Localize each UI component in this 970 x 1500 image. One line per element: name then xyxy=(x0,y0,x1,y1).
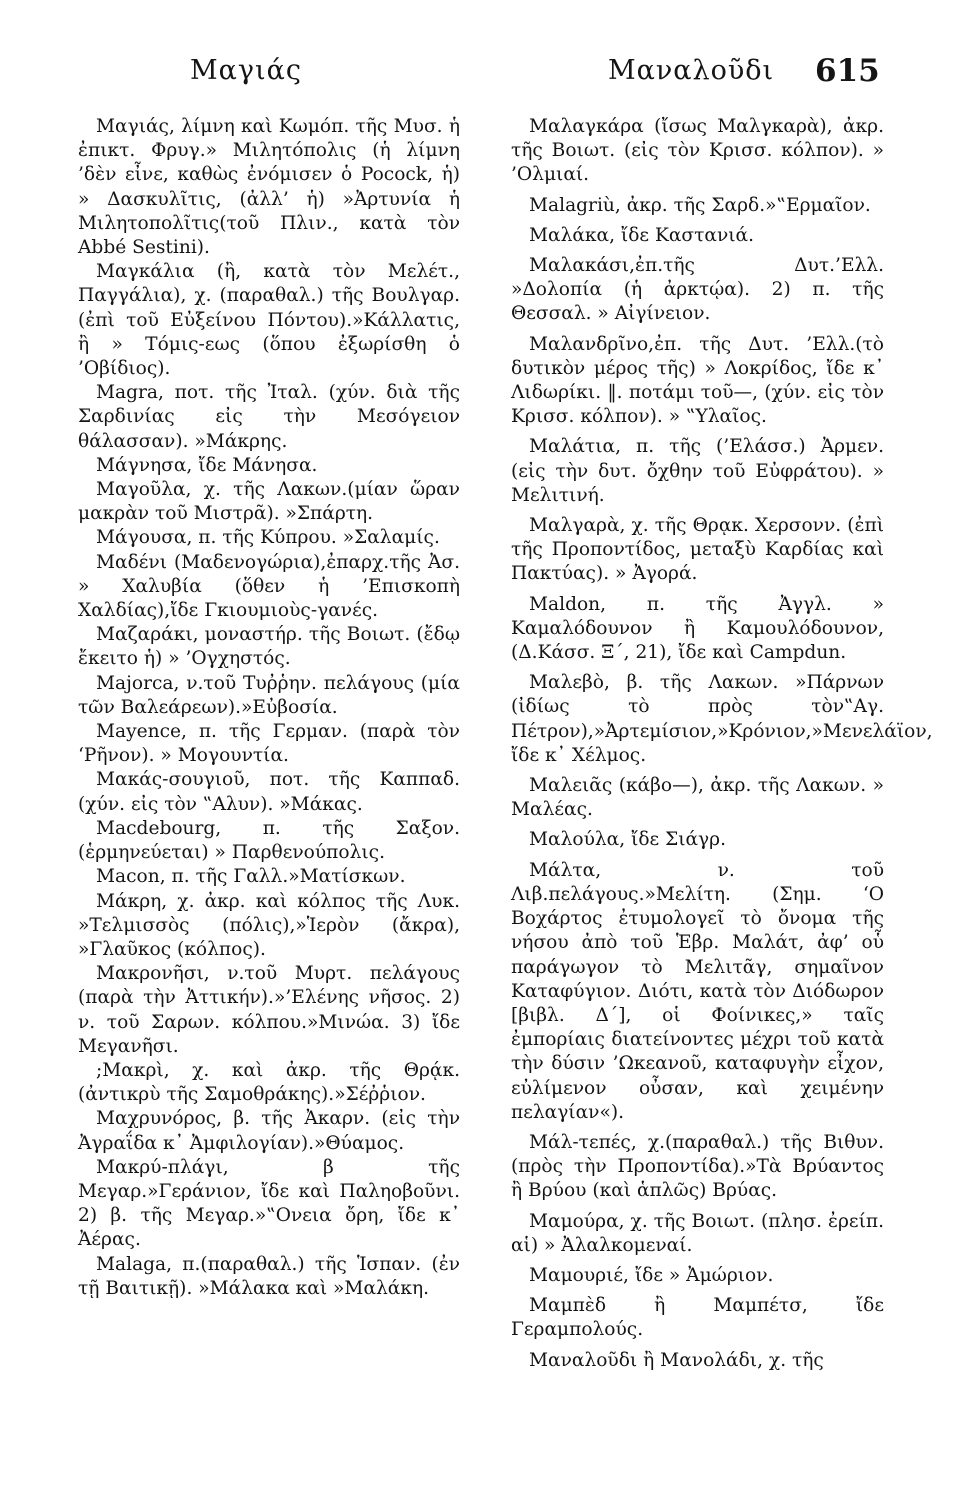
left-column xyxy=(78,115,460,1301)
entry: Μαλάκα, ἴδε Καστανιά. xyxy=(529,224,755,246)
entry: Malagriù, ἀκρ. τῆς Σαρδ.»‟Ερμαῖον. xyxy=(529,194,871,216)
entry: Μαμουριέ, ἴδε » Ἀμώριον. xyxy=(529,1264,774,1286)
entry: Macon, π. τῆς Γαλλ.»Ματίσκων. xyxy=(96,866,406,888)
entry: Μαγκάλια (ἢ, κατὰ τὸν Μελέτ., Παγγάλια), χ. (παραθαλ.) τῆς Βουλγαρ.(ἐπὶ τοῦ Εὐξείνου Πόντου).»Κάλλατις, ἢ » Τόμις-εως (ὅπου ἐξωρίσθη ὁ ’Οβίδιος). xyxy=(78,261,460,380)
entry: Μαχρυνόρος, β. τῆς Ἀκαρν. (εἰς τὴν Ἀγραΐδα κ᾽ Ἀμφιλογίαν).»Θύαμος. xyxy=(78,1108,460,1154)
entry: Μαδένι (Μαδενογώρια),ἐπαρχ.τῆς Ἀσ. » Χαλυβία (ὅθεν ἡ ’Επισκοπὴ Χαλδίας),ἴδε Γκιουμιοὺς-γανές. xyxy=(78,551,460,622)
entry: Μαλειᾶς (κάβο—), ἀκρ. τῆς Λακων. » Μαλέας. xyxy=(511,775,884,821)
entry: Μαλούλα, ἴδε Σιάγρ. xyxy=(529,829,727,851)
page-header xyxy=(60,55,880,95)
entry: Μαλάτια, π. τῆς (’Ελάσσ.) Ἀρμεν. (εἰς τὴν δυτ. ὄχθην τοῦ Εὐφράτου). » Μελιτινή. xyxy=(511,436,884,506)
entry: Mayence, π. τῆς Γερμαν. (παρὰ τὸν ‘Ρῆνον). » Μογουντία. xyxy=(78,721,460,767)
entry: Μαμπὲδ ἢ Μαμπέτσ, ἴδε Γεραμπολούς. xyxy=(511,1295,884,1341)
entry: ;Μακρὶ, χ. καὶ ἀκρ. τῆς Θρᾴκ. (ἀντικρὺ τῆς Σαμοθράκης).»Σέῤῥιον. xyxy=(78,1059,460,1106)
header-left-guide-word: Μαγιάς xyxy=(190,55,302,86)
entry: Μαγιάς, λίμνη καὶ Κωμόπ. τῆς Μυσ. ἡ ἐπικτ. Φρυγ.» Μιλητόπολις (ἡ λίμνη ’δὲν εἶνε, καθὼς ἐνόμισεν ὁ Pocock, ἡ) » Δασκυλῖτις, (ἀλλ’ ἡ) »Ἀρτυνία ἡ Μιλητοπολῖτις(τοῦ Πλιν., κατὰ τὸν Abbé Sestini). xyxy=(78,116,460,259)
entry: Μαλεβὸ, β. τῆς Λακων. »Πάρνων (ἰδίως τὸ πρὸς τὸν‟Αγ. Πέτρον),»Ἀρτεμίσιον,»Κρόνιον,»Μενελάϊον, ἴδε κ᾽ Χέλμος. xyxy=(511,672,933,766)
entry: Μαλαγκάρα (ἴσως Μαλγκαρὰ), ἀκρ. τῆς Βοιωτ. (εἰς τὸν Κρισσ. κόλπον). » ’Ολμιαί. xyxy=(511,116,884,186)
entry: Μακρύ-πλάγι, β τῆς Μεγαρ.»Γεράνιον, ἴδε καὶ Παληοβοῦνι. 2) β. τῆς Μεγαρ.»‟Ονεια ὄρη, ἴδε κ᾽ Ἀέρας. xyxy=(78,1156,460,1251)
entry: Μάγνησα, ἴδε Μάνησα. xyxy=(96,454,318,476)
entry: Μαγοῦλα, χ. τῆς Λακων.(μίαν ὥραν μακρὰν τοῦ Μιστρᾶ). »Σπάρτη. xyxy=(78,479,460,525)
entry: Maldon, π. τῆς Ἀγγλ. » Καμαλόδουνον ἢ Καμουλόδουνον,(Δ.Κάσσ. Ξ΄, 21), ἴδε καὶ Campdun. xyxy=(511,593,884,664)
entry: Μαναλοῦδι ἢ Μανολάδι, χ. τῆς xyxy=(529,1349,824,1371)
entry: Malaga, π.(παραθαλ.) τῆς Ἱσπαν. (ἐν τῇ Βαιτικῇ). »Μάλακα καὶ »Μαλάκη. xyxy=(78,1253,460,1299)
entry: Μαλανδρῖνο,ἐπ. τῆς Δυτ. ’Ελλ.(τὸ δυτικὸν μέρος τῆς) » Λοκρίδος, ἴδε κ᾽ Λιδωρίκι. ‖. ποτάμι τοῦ—, (χύν. εἰς τὸν Κρισσ. κόλπον). » ‟Υλαῖος. xyxy=(511,333,884,428)
entry: Μάγουσα, π. τῆς Κύπρου. »Σαλαμίς. xyxy=(96,527,440,549)
header-right-guide-word: Μαναλοῦδι xyxy=(608,55,775,86)
entry: Μάλτα, ν. τοῦ Λιβ.πελάγους.»Μελίτη. (Σημ. ‘Ο Βοχάρτος ἐτυμολογεῖ τὸ ὄνομα τῆς νήσου ἀπὸ τοῦ Ἑβρ. Μαλάτ, ἀφ’ οὗ παράγωγον τὸ Μελιτᾶγ, σημαῖνον Καταφύγιον. Διότι, κατὰ τὸν Διόδωρον [βιβλ. Δ΄], οἱ Φοίνικες,» ταῖς ἐμπορίαις διατείνοντες μέχρι τοῦ κατὰ τὴν δύσιν ’Ωκεανοῦ, καταφυγὴν εἶχον, εὐλίμενον οὖσαν, καὶ χειμένην πελαγίαν«). xyxy=(511,859,884,1123)
entry: Magra, ποτ. τῆς Ἰταλ. (χύν. διὰ τῆς Σαρδινίας εἰς τὴν Μεσόγειον θάλασσαν). »Μάκρης. xyxy=(78,382,460,452)
page-number: 615 xyxy=(815,53,880,89)
entry: Μακρονῆσι, ν.τοῦ Μυρτ. πελάγους (παρὰ τὴν Ἀττικήν).»’Ελένης νῆσος. 2) ν. τοῦ Σαρων. κόλπου.»Μινώα. 3) ἴδε Μεγανῆσι. xyxy=(78,963,460,1057)
entry: Μαλακάσι,ἐπ.τῆς Δυτ.’Ελλ. »Δολοπία (ἡ ἀρκτῴα). 2) π. τῆς Θεσσαλ. » Αἰγίνειον. xyxy=(511,255,884,325)
entry: Μάλ-τεπές, χ.(παραθαλ.) τῆς Βιθυν.(πρὸς τὴν Προποντίδα).»Τὰ Βρύαντος ἢ Βρύου (καὶ ἁπλῶς) Βρύας. xyxy=(511,1131,884,1202)
right-column xyxy=(511,115,933,1379)
entry: Μακάς-σουγιοῦ, ποτ. τῆς Καππαδ. (χύν. εἰς τὸν ‟Αλυν). »Μάκας. xyxy=(78,769,460,815)
entry: Macdebourg, π. τῆς Σαξον. (ἑρμηνεύεται) » Παρθενούπολις. xyxy=(78,817,460,864)
entry: Μαζαράκι, μοναστήρ. τῆς Βοιωτ. (ἔδῳ ἔκειτο ἡ) » ’Ογχηστός. xyxy=(78,624,460,670)
entry: Μαμούρα, χ. τῆς Βοιωτ. (πλησ. ἐρείπ. αἱ) » Ἀλαλκομεναί. xyxy=(511,1210,884,1256)
entry: Majorca, ν.τοῦ Τυῤῥην. πελάγους (μία τῶν Βαλεάρεων).»Εὐβοσία. xyxy=(78,672,460,718)
entry: Μάκρη, χ. ἀκρ. καὶ κόλπος τῆς Λυκ. »Τελμισσὸς (πόλις),»Ἱερὸν (ἄκρα), »Γλαῦκος (κόλπος). xyxy=(78,890,460,960)
entry: Μαλγαρὰ, χ. τῆς Θρᾳκ. Χερσονν. (ἐπὶ τῆς Προποντίδος, μεταξὺ Καρδίας καὶ Πακτύας). » Ἀγορά. xyxy=(511,515,884,585)
